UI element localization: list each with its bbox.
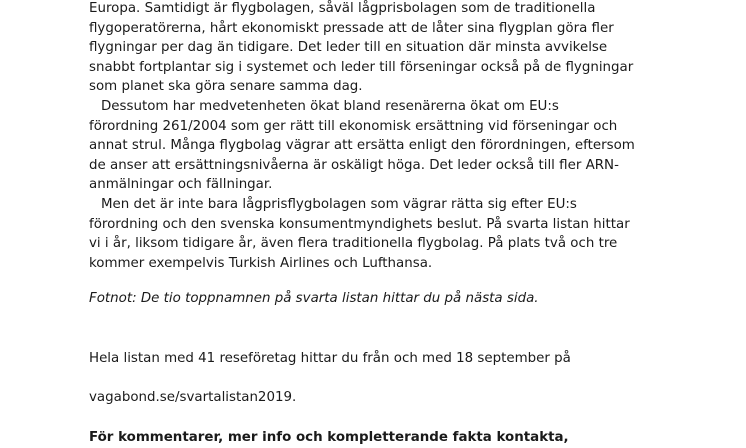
list-info <box>89 329 689 407</box>
document-page <box>89 0 689 448</box>
list-info-link[interactable]: vagabond.se/svartalistan2019. <box>89 389 297 405</box>
contact-heading: För kommentarer, mer info och kompletterande fakta kontakta, <box>89 430 569 446</box>
body-paragraph-2: Dessutom har medvetenheten ökat bland resenärerna ökat om EU:s förordning 261/2004 som ger rätt till ekonomisk ersättning vid förseningar och annat strul. Många flygbolag vägrar att ersätta enligt den förordningen, eftersom de anser att ersättningsnivåerna är oskäligt höga. Det leder också till fler ARN- anmälningar och fällningar. <box>89 98 635 193</box>
body-paragraph-3: Men det är inte bara lågprisflygbolagen som vägrar rätta sig efter EU:s förordning och den svenska konsumentmyndighets beslut. På svarta listan hittar vi i år, liksom tidigare år, även flera traditionella flygbolag. På plats två och tre kommer exempelvis Turkish Airlines och Lufthansa. <box>89 196 630 271</box>
list-info-text: Hela listan med 41 reseföretag hittar du från och med 18 september på <box>89 350 571 366</box>
body-paragraph-1: Europa. Samtidigt är flygbolagen, såväl lågprisbolagen som de traditionella flygoperatörerna, hårt ekonomiskt pressade att de låter sina flygplan göra fler flygningar per dag än tidigare. Det leder till en situation där minsta avvikelse snabbt fortplantar sig i systemet och leder till förseningar också på de flygningar som planet ska göra senare samma dag. <box>89 1 634 95</box>
footnote: Fotnot: De tio toppnamnen på svarta listan hittar du på nästa sida. <box>89 291 539 307</box>
